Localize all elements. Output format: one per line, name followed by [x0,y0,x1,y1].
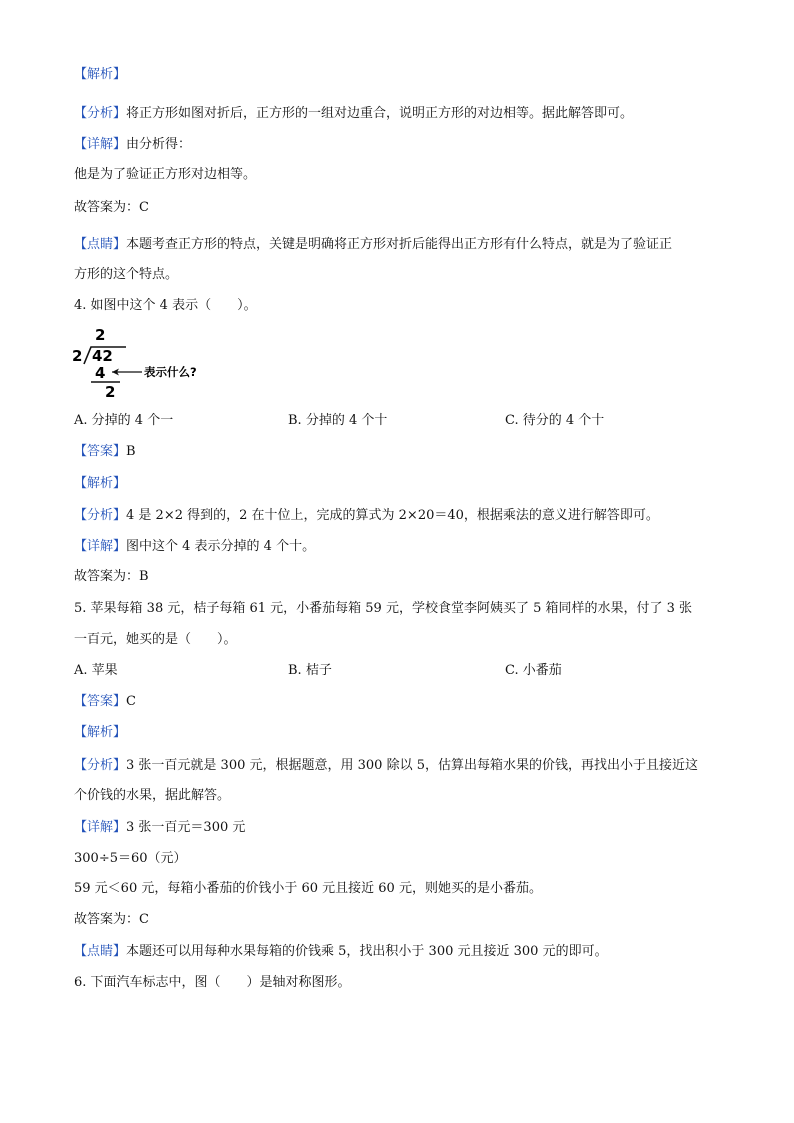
q3-dianjing-text: 本题考查正方形的特点，关键是明确将正方形对折后能得出正方形有什么特点，就是为了验证正 [126,237,673,252]
q5-fenxi-text: 3 张一百元就是 300 元，根据题意，用 300 除以 5，估算出每箱水果的价钱，再找出小于且接近这 [126,758,698,773]
q4-answer-value: B [126,444,136,459]
section-tag: 【详解】 [74,539,127,554]
q4-stem: 4. 如图中这个 4 表示（ ）。 [74,298,257,313]
section-tag: 【分析】 [74,106,127,121]
q3-dianjing [74,236,672,254]
section-tag: 【点睛】 [74,944,127,959]
q3-detail-line: 他是为了验证正方形对边相等。 [74,167,257,182]
q5-option-b: B. 桔子 [288,663,332,678]
division-dividend: 42 [92,347,113,365]
section-tag: 【分析】 [74,508,127,523]
q3-dianjing-cont: 方形的这个特点。 [74,267,179,282]
q5-answer [74,693,136,711]
section-tag: 【解析】 [74,67,127,82]
q6-stem: 6. 下面汽车标志中，图（ ）是轴对称图形。 [74,975,351,990]
q5-answer-value: C [126,694,136,709]
section-tag: 【详解】 [74,137,127,152]
section-tag: 【解析】 [74,476,127,491]
q3-jiexi-heading [74,66,126,84]
q4-option-b: B. 分掉的 4 个十 [288,413,388,428]
q5-stem-line1: 5. 苹果每箱 38 元，桔子每箱 61 元，小番茄每箱 59 元，学校食堂李阿姨买了 5 箱同样的水果，付了 3 张 [74,601,693,616]
q5-fenxi-cont: 个价钱的水果，据此解答。 [74,788,231,803]
q5-xiangjie [74,819,245,837]
q5-answer-line: 故答案为：C [74,912,149,927]
q4-option-c: C. 待分的 4 个十 [505,413,605,428]
division-product: 4 [95,364,106,382]
q5-compare-line: 59 元＜60 元，每箱小番茄的价钱小于 60 元且接近 60 元，则她买的是小番茄。 [74,881,542,896]
q4-xiangjie [74,538,315,556]
q3-fenxi [74,105,633,123]
q3-fenxi-text: 将正方形如图对折后，正方形的一组对边重合，说明正方形的对边相等。据此解答即可。 [126,106,634,121]
q5-option-c: C. 小番茄 [505,663,562,678]
q5-dianjing [74,943,608,961]
q4-fenxi-text: 4 是 2×2 得到的，2 在十位上，完成的算式为 2×20＝40，根据乘法的意义进行解答即可。 [126,508,659,523]
q5-stem-line2: 一百元，她买的是（ ）。 [74,632,237,647]
section-tag: 【点睛】 [74,237,127,252]
section-tag: 【答案】 [74,694,127,709]
long-division-figure [70,325,220,400]
pointer-label: 表示什么? [144,365,197,379]
q4-option-a: A. 分掉的 4 个一 [74,413,174,428]
q5-jiexi-heading [74,724,126,742]
section-tag: 【分析】 [74,758,127,773]
q5-option-a: A. 苹果 [74,663,118,678]
q4-answer-line: 故答案为：B [74,569,149,584]
q4-fenxi [74,507,659,525]
q3-xiangjie-text: 由分析得： [126,137,192,152]
section-tag: 【详解】 [74,820,127,835]
q3-xiangjie [74,136,191,154]
division-divisor: 2 [72,347,83,365]
division-quotient: 2 [95,326,106,344]
q5-xiangjie-text: 3 张一百元＝300 元 [126,820,246,835]
q5-calc-line: 300÷5＝60（元） [74,851,187,866]
q4-answer [74,443,136,461]
section-tag: 【解析】 [74,725,127,740]
q5-dianjing-text: 本题还可以用每种水果每箱的价钱乘 5，找出积小于 300 元且接近 300 元的即可。 [126,944,608,959]
division-remainder: 2 [105,383,116,400]
q5-fenxi [74,757,698,775]
section-tag: 【答案】 [74,444,127,459]
q4-jiexi-heading [74,475,126,493]
q4-xiangjie-text: 图中这个 4 表示分掉的 4 个十。 [126,539,316,554]
q3-answer-line: 故答案为：C [74,200,149,215]
